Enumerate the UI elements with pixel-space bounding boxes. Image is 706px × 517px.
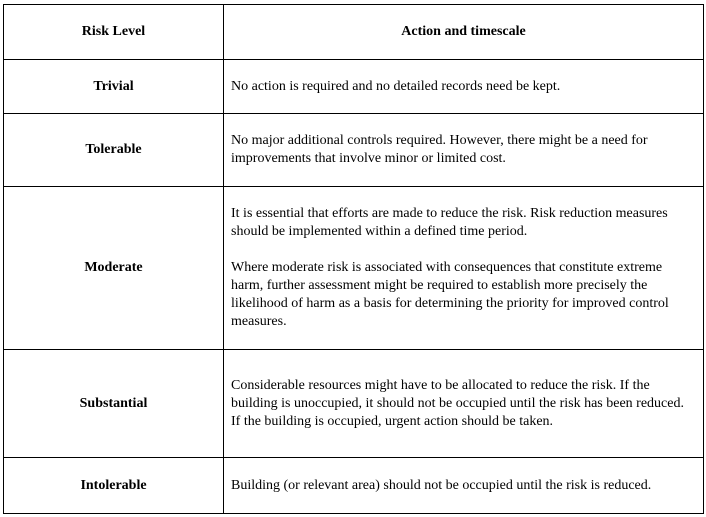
table-row (4, 60, 704, 114)
action-text: Considerable resources might have to be allocated to reduce the risk. If the building is unoccupied, it should not be occupied until the risk has been reduced. If the building is occupied, urgent action should be taken. (231, 377, 684, 429)
action-text: No major additional controls required. However, there might be a need for improvements that involve minor or limited cost. (231, 133, 648, 166)
risk-level-table (3, 4, 704, 514)
action-text: No action is required and no detailed records need be kept. (231, 78, 561, 94)
table-row (4, 458, 704, 514)
table-header-row (4, 5, 704, 60)
action-cell (224, 187, 704, 350)
action-cell (224, 458, 704, 514)
risk-level-intolerable: Intolerable (4, 458, 224, 514)
action-text: It is essential that efforts are made to reduce the risk. Risk reduction measures should be implemented within a defined time period. (231, 206, 668, 239)
header-action-timescale: Action and timescale (224, 5, 704, 60)
table-row (4, 187, 704, 350)
action-cell (224, 60, 704, 114)
risk-level-moderate: Moderate (4, 187, 224, 350)
risk-level-tolerable: Tolerable (4, 114, 224, 187)
header-risk-level: Risk Level (4, 5, 224, 60)
table-row (4, 350, 704, 458)
action-cell (224, 114, 704, 187)
risk-level-trivial: Trivial (4, 60, 224, 114)
risk-level-substantial: Substantial (4, 350, 224, 458)
action-cell (224, 350, 704, 458)
action-text: Where moderate risk is associated with consequences that constitute extreme harm, further assessment might be required to establish more precisely the likelihood of harm as a basis for determining the priority for improved control measures. (231, 260, 669, 329)
table-row (4, 114, 704, 187)
action-text: Building (or relevant area) should not be occupied until the risk is reduced. (231, 477, 652, 493)
